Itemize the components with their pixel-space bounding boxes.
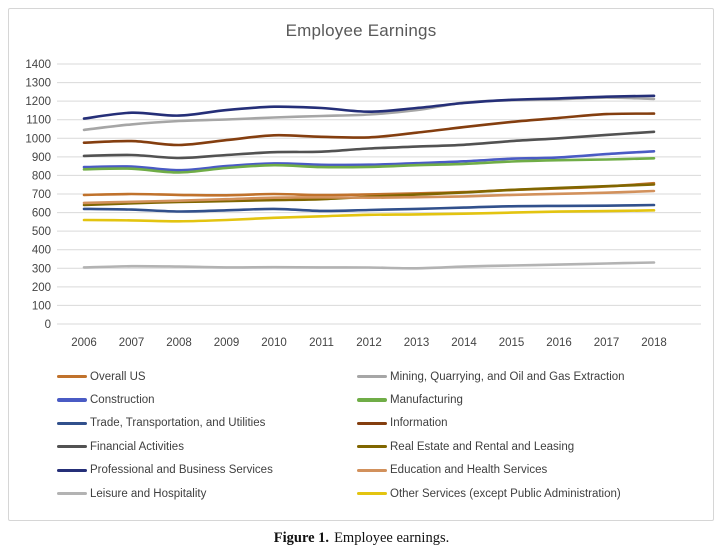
legend-label: Other Services (except Public Administration): [390, 487, 621, 500]
legend-item-information: [357, 417, 713, 429]
figure-caption: [0, 530, 723, 547]
y-tick-label: 800: [31, 170, 51, 183]
legend-item-trade-transportation-and-utilities: [57, 417, 357, 429]
legend-item-education-and-health-services: [357, 464, 713, 476]
legend-item-construction: [57, 394, 357, 406]
legend-label: Mining, Quarrying, and Oil and Gas Extraction: [390, 370, 625, 383]
y-tick-label: 0: [44, 319, 51, 331]
x-tick-label: 2016: [546, 337, 572, 349]
legend-line-swatch: [357, 445, 387, 448]
legend-label: Financial Activities: [90, 440, 184, 453]
x-tick-label: 2006: [71, 337, 97, 349]
legend-line-swatch: [357, 469, 387, 472]
y-tick-label: 1400: [25, 59, 51, 71]
x-tick-label: 2008: [166, 337, 192, 349]
x-tick-label: 2013: [403, 337, 430, 349]
legend-label: Trade, Transportation, and Utilities: [90, 417, 266, 430]
legend-line-swatch: [357, 375, 387, 378]
y-tick-label: 900: [31, 151, 51, 164]
line-chart: [9, 55, 713, 357]
y-tick-label: 500: [31, 226, 51, 239]
legend-label: Leisure and Hospitality: [90, 487, 207, 500]
y-tick-label: 200: [31, 281, 51, 294]
y-tick-label: 100: [31, 300, 51, 313]
chart-legend: [9, 365, 713, 505]
legend-item-overall-us: [57, 371, 357, 383]
legend-line-swatch: [57, 469, 87, 472]
legend-item-manufacturing: [357, 394, 713, 406]
legend-label: Real Estate and Rental and Leasing: [390, 440, 575, 453]
y-tick-label: 1100: [26, 114, 51, 127]
x-tick-label: 2015: [498, 337, 525, 349]
legend-line-swatch: [57, 422, 87, 425]
x-tick-label: 2011: [309, 337, 334, 349]
y-tick-label: 1200: [25, 96, 51, 109]
x-tick-label: 2009: [213, 337, 240, 349]
legend-label: Information: [390, 417, 448, 430]
series-line-mining-quarrying-and-oil-and-gas-extraction: [84, 98, 654, 130]
legend-label: Construction: [90, 394, 155, 407]
legend-label: Manufacturing: [390, 394, 463, 407]
x-tick-label: 2010: [261, 337, 287, 349]
legend-line-swatch: [57, 445, 87, 448]
y-tick-label: 1000: [25, 133, 51, 146]
legend-line-swatch: [357, 422, 387, 425]
legend-item-real-estate-and-rental-and-leasing: [357, 441, 713, 453]
legend-label: Overall US: [90, 370, 146, 383]
legend-line-swatch: [357, 492, 387, 495]
y-tick-label: 1300: [25, 77, 51, 90]
chart-figure: [8, 8, 714, 521]
x-tick-label: 2014: [451, 337, 477, 349]
legend-line-swatch: [57, 492, 87, 495]
legend-item-other-services-except-public-administration: [357, 488, 713, 500]
chart-title: Employee Earnings: [285, 21, 437, 40]
x-tick-label: 2017: [593, 337, 620, 349]
legend-line-swatch: [357, 398, 387, 401]
legend-label: Education and Health Services: [390, 464, 548, 477]
legend-line-swatch: [57, 398, 87, 401]
legend-line-swatch: [57, 375, 87, 378]
y-tick-label: 300: [31, 263, 51, 276]
series-line-education-and-health-services: [84, 191, 654, 203]
legend-item-professional-and-business-services: [57, 464, 357, 476]
y-tick-label: 700: [31, 189, 51, 201]
legend-item-leisure-and-hospitality: [57, 488, 357, 500]
x-tick-label: 2012: [356, 337, 382, 349]
legend-label: Professional and Business Services: [90, 464, 273, 477]
figure-caption-label: Figure 1.: [273, 530, 330, 546]
x-tick-label: 2018: [641, 337, 667, 349]
y-tick-label: 400: [31, 244, 51, 257]
figure-caption-text: Employee earnings.: [334, 530, 450, 546]
legend-item-mining-quarrying-and-oil-and-gas-extraction: [357, 371, 713, 383]
x-tick-label: 2007: [118, 337, 145, 349]
series-line-information: [84, 114, 654, 145]
legend-item-financial-activities: [57, 441, 357, 453]
series-line-leisure-and-hospitality: [84, 263, 654, 269]
y-tick-label: 600: [31, 207, 51, 220]
